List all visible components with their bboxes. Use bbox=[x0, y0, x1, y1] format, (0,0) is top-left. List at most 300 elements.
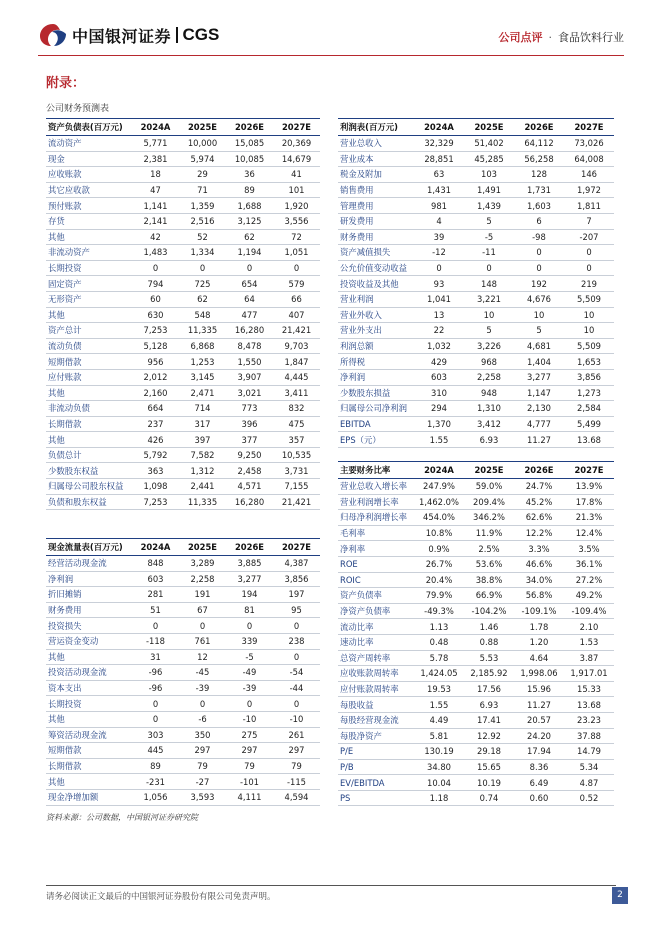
value-cell: 396 bbox=[226, 416, 273, 432]
value-cell: -109.1% bbox=[514, 603, 564, 619]
value-cell: 0 bbox=[179, 260, 226, 276]
value-cell: 62 bbox=[226, 229, 273, 245]
value-cell: 4 bbox=[414, 213, 464, 229]
table-row bbox=[338, 354, 614, 370]
table-row bbox=[338, 541, 614, 557]
value-cell: 93 bbox=[414, 276, 464, 292]
value-cell: 79 bbox=[273, 758, 320, 774]
table-row bbox=[338, 681, 614, 697]
table-row bbox=[338, 151, 614, 167]
table-row bbox=[46, 416, 320, 432]
value-cell: 14,679 bbox=[273, 151, 320, 167]
value-cell: -10 bbox=[226, 711, 273, 727]
table-row bbox=[46, 229, 320, 245]
table-row bbox=[338, 136, 614, 152]
value-cell: 357 bbox=[273, 432, 320, 448]
value-cell: 1,273 bbox=[564, 385, 614, 401]
table-row bbox=[46, 680, 320, 696]
value-cell: 350 bbox=[179, 727, 226, 743]
source-note: 资料来源：公司数据，中国银河证券研究院 bbox=[46, 813, 198, 822]
value-cell: 3,289 bbox=[179, 556, 226, 572]
value-cell: 81 bbox=[226, 602, 273, 618]
table-row bbox=[46, 291, 320, 307]
value-cell: 310 bbox=[414, 385, 464, 401]
value-cell: 56.8% bbox=[514, 588, 564, 604]
value-cell: 1,653 bbox=[564, 354, 614, 370]
row-label-cell: 净利润 bbox=[338, 369, 414, 385]
value-cell: 148 bbox=[464, 276, 514, 292]
value-cell: 0 bbox=[273, 618, 320, 634]
value-cell: 64,008 bbox=[564, 151, 614, 167]
value-cell: 103 bbox=[464, 167, 514, 183]
year-header-cell: 2025E bbox=[179, 119, 226, 136]
row-label-cell: 净利润 bbox=[46, 571, 132, 587]
row-label-cell: 长期投资 bbox=[46, 696, 132, 712]
value-cell: -10 bbox=[273, 711, 320, 727]
value-cell: 1,847 bbox=[273, 354, 320, 370]
value-cell: 1,041 bbox=[414, 291, 464, 307]
brand-separator bbox=[176, 27, 178, 43]
value-cell: 34.80 bbox=[414, 759, 464, 775]
row-label-cell: 短期借款 bbox=[46, 743, 132, 759]
value-cell: 4,777 bbox=[514, 416, 564, 432]
value-cell: 3,021 bbox=[226, 385, 273, 401]
value-cell: 10.04 bbox=[414, 775, 464, 791]
value-cell: 4,111 bbox=[226, 789, 273, 805]
year-header-cell: 2024A bbox=[132, 119, 179, 136]
value-cell: 36 bbox=[226, 167, 273, 183]
row-label-cell: EBITDA bbox=[338, 416, 414, 432]
value-cell: 17.8% bbox=[564, 494, 614, 510]
value-cell: 303 bbox=[132, 727, 179, 743]
row-label-cell: 营业外收入 bbox=[338, 307, 414, 323]
value-cell: 11,335 bbox=[179, 494, 226, 510]
value-cell: 832 bbox=[273, 401, 320, 417]
value-cell: 10 bbox=[564, 307, 614, 323]
value-cell: 56,258 bbox=[514, 151, 564, 167]
value-cell: 4,571 bbox=[226, 479, 273, 495]
year-header-cell: 2025E bbox=[179, 539, 226, 556]
row-label-cell: 总资产周转率 bbox=[338, 650, 414, 666]
value-cell: 948 bbox=[464, 385, 514, 401]
table-row bbox=[338, 556, 614, 572]
table-row bbox=[338, 198, 614, 214]
year-header-cell: 2024A bbox=[414, 119, 464, 136]
value-cell: 66.9% bbox=[464, 588, 514, 604]
value-cell: 1,404 bbox=[514, 354, 564, 370]
table-header-row bbox=[46, 119, 320, 136]
row-label-cell: 归母净利润增长率 bbox=[338, 510, 414, 526]
value-cell: 24.20 bbox=[514, 728, 564, 744]
value-cell: 5,128 bbox=[132, 338, 179, 354]
table-row bbox=[46, 665, 320, 681]
row-label-cell: 应收账款周转率 bbox=[338, 666, 414, 682]
value-cell: 294 bbox=[414, 401, 464, 417]
value-cell: 603 bbox=[414, 369, 464, 385]
row-label-cell: 少数股东权益 bbox=[46, 463, 132, 479]
table-row bbox=[338, 603, 614, 619]
value-cell: 2,258 bbox=[179, 571, 226, 587]
value-cell: 194 bbox=[226, 587, 273, 603]
value-cell: 64 bbox=[226, 291, 273, 307]
value-cell: 10.8% bbox=[414, 525, 464, 541]
row-label-cell: 归属母公司股东权益 bbox=[46, 479, 132, 495]
table-row bbox=[338, 572, 614, 588]
table-row bbox=[46, 369, 320, 385]
row-label-cell: 存货 bbox=[46, 213, 132, 229]
value-cell: 4,681 bbox=[514, 338, 564, 354]
row-label-cell: 短期借款 bbox=[46, 354, 132, 370]
value-cell: 1,811 bbox=[564, 198, 614, 214]
value-cell: 20,369 bbox=[273, 136, 320, 152]
value-cell: 654 bbox=[226, 276, 273, 292]
cgs-logo bbox=[38, 22, 219, 48]
table-row bbox=[46, 198, 320, 214]
value-cell: 197 bbox=[273, 587, 320, 603]
appendix-title: 附录： bbox=[46, 76, 86, 91]
row-label-cell: EPS（元） bbox=[338, 432, 414, 448]
row-label-cell: 长期投资 bbox=[46, 260, 132, 276]
value-cell: 5,499 bbox=[564, 416, 614, 432]
value-cell: 3.5% bbox=[564, 541, 614, 557]
value-cell: 1,972 bbox=[564, 182, 614, 198]
industry-label: 食品饮料行业 bbox=[558, 31, 624, 44]
table-row bbox=[46, 587, 320, 603]
value-cell: 60 bbox=[132, 291, 179, 307]
value-cell: 1,141 bbox=[132, 198, 179, 214]
row-label-cell: P/E bbox=[338, 744, 414, 760]
value-cell: 12.2% bbox=[514, 525, 564, 541]
table-row bbox=[46, 307, 320, 323]
table-row bbox=[46, 354, 320, 370]
row-label-cell: 应付账款 bbox=[46, 369, 132, 385]
value-cell: 0 bbox=[564, 245, 614, 261]
table-row bbox=[46, 401, 320, 417]
value-cell: -101 bbox=[226, 774, 273, 790]
row-label-cell: 流动负债 bbox=[46, 338, 132, 354]
table-row bbox=[338, 525, 614, 541]
value-cell: 17.41 bbox=[464, 712, 514, 728]
table-row bbox=[338, 323, 614, 339]
row-label-cell: 筹资活动现金流 bbox=[46, 727, 132, 743]
value-cell: 1,550 bbox=[226, 354, 273, 370]
value-cell: 16,280 bbox=[226, 494, 273, 510]
year-header-cell: 2026E bbox=[226, 119, 273, 136]
value-cell: 79 bbox=[226, 758, 273, 774]
value-cell: 37.88 bbox=[564, 728, 614, 744]
value-cell: 1,051 bbox=[273, 245, 320, 261]
value-cell: 5,509 bbox=[564, 291, 614, 307]
table-row bbox=[46, 696, 320, 712]
value-cell: 0 bbox=[273, 260, 320, 276]
value-cell: 13.9% bbox=[564, 479, 614, 495]
value-cell: 968 bbox=[464, 354, 514, 370]
row-label-cell: 现金 bbox=[46, 151, 132, 167]
row-label-cell: 净资产负债率 bbox=[338, 603, 414, 619]
table-row bbox=[338, 744, 614, 760]
table-row bbox=[46, 758, 320, 774]
row-label-cell: 资产总计 bbox=[46, 323, 132, 339]
value-cell: 5.81 bbox=[414, 728, 464, 744]
table-row bbox=[338, 432, 614, 448]
value-cell: 15.65 bbox=[464, 759, 514, 775]
value-cell: 5,509 bbox=[564, 338, 614, 354]
value-cell: 13.68 bbox=[564, 697, 614, 713]
value-cell: 429 bbox=[414, 354, 464, 370]
row-label-cell: 其他 bbox=[46, 229, 132, 245]
value-cell: 794 bbox=[132, 276, 179, 292]
value-cell: 1,424.05 bbox=[414, 666, 464, 682]
table-row bbox=[338, 634, 614, 650]
value-cell: 1,098 bbox=[132, 479, 179, 495]
value-cell: 3,145 bbox=[179, 369, 226, 385]
value-cell: 2,012 bbox=[132, 369, 179, 385]
value-cell: 1,603 bbox=[514, 198, 564, 214]
value-cell: 3,593 bbox=[179, 789, 226, 805]
table-title-cell: 资产负债表(百万元) bbox=[46, 119, 132, 136]
value-cell: 0 bbox=[514, 260, 564, 276]
value-cell: 1,056 bbox=[132, 789, 179, 805]
row-label-cell: 销售费用 bbox=[338, 182, 414, 198]
value-cell: 3.3% bbox=[514, 541, 564, 557]
balance-sheet-table bbox=[46, 118, 320, 510]
value-cell: 2.10 bbox=[564, 619, 614, 635]
value-cell: -12 bbox=[414, 245, 464, 261]
value-cell: 11.27 bbox=[514, 432, 564, 448]
value-cell: 4,445 bbox=[273, 369, 320, 385]
table-row bbox=[46, 167, 320, 183]
value-cell: 42 bbox=[132, 229, 179, 245]
value-cell: -11 bbox=[464, 245, 514, 261]
row-label-cell: 其他 bbox=[46, 774, 132, 790]
value-cell: -39 bbox=[179, 680, 226, 696]
row-label-cell: 应付账款周转率 bbox=[338, 681, 414, 697]
row-label-cell: 利润总额 bbox=[338, 338, 414, 354]
value-cell: 297 bbox=[226, 743, 273, 759]
row-label-cell: 流动资产 bbox=[46, 136, 132, 152]
row-label-cell: 预付账款 bbox=[46, 198, 132, 214]
value-cell: 7,155 bbox=[273, 479, 320, 495]
row-label-cell: 营业外支出 bbox=[338, 323, 414, 339]
value-cell: 101 bbox=[273, 182, 320, 198]
year-header-cell: 2027E bbox=[564, 462, 614, 479]
table-row bbox=[338, 588, 614, 604]
value-cell: 209.4% bbox=[464, 494, 514, 510]
table-header-row bbox=[46, 539, 320, 556]
value-cell: -27 bbox=[179, 774, 226, 790]
year-header-cell: 2024A bbox=[132, 539, 179, 556]
table-header-row bbox=[338, 462, 614, 479]
table-row bbox=[338, 385, 614, 401]
row-label-cell: 净利率 bbox=[338, 541, 414, 557]
value-cell: 2,584 bbox=[564, 401, 614, 417]
row-label-cell: 固定资产 bbox=[46, 276, 132, 292]
table-row bbox=[46, 182, 320, 198]
value-cell: 29.18 bbox=[464, 744, 514, 760]
value-cell: 377 bbox=[226, 432, 273, 448]
table-row bbox=[338, 790, 614, 806]
value-cell: 31 bbox=[132, 649, 179, 665]
row-label-cell: 税金及附加 bbox=[338, 167, 414, 183]
value-cell: 7,253 bbox=[132, 323, 179, 339]
row-label-cell: 投资损失 bbox=[46, 618, 132, 634]
value-cell: 2,441 bbox=[179, 479, 226, 495]
value-cell: -96 bbox=[132, 665, 179, 681]
value-cell: 73,026 bbox=[564, 136, 614, 152]
table-row bbox=[338, 416, 614, 432]
value-cell: 89 bbox=[132, 758, 179, 774]
value-cell: 317 bbox=[179, 416, 226, 432]
value-cell: 0 bbox=[226, 696, 273, 712]
value-cell: 0 bbox=[226, 618, 273, 634]
row-label-cell: 折旧摊销 bbox=[46, 587, 132, 603]
value-cell: 0 bbox=[273, 649, 320, 665]
value-cell: 45.2% bbox=[514, 494, 564, 510]
row-label-cell: 少数股东损益 bbox=[338, 385, 414, 401]
value-cell: -45 bbox=[179, 665, 226, 681]
value-cell: 21,421 bbox=[273, 494, 320, 510]
value-cell: 3,277 bbox=[226, 571, 273, 587]
value-cell: 339 bbox=[226, 633, 273, 649]
value-cell: 26.7% bbox=[414, 556, 464, 572]
value-cell: 95 bbox=[273, 602, 320, 618]
table-row bbox=[46, 789, 320, 805]
table-row bbox=[338, 245, 614, 261]
row-label-cell: 财务费用 bbox=[338, 229, 414, 245]
value-cell: 2,130 bbox=[514, 401, 564, 417]
value-cell: 261 bbox=[273, 727, 320, 743]
value-cell: 281 bbox=[132, 587, 179, 603]
row-label-cell: 其他 bbox=[46, 385, 132, 401]
value-cell: 6.49 bbox=[514, 775, 564, 791]
value-cell: 1,917.01 bbox=[564, 666, 614, 682]
value-cell: -98 bbox=[514, 229, 564, 245]
value-cell: 5 bbox=[464, 323, 514, 339]
value-cell: 18 bbox=[132, 167, 179, 183]
row-label-cell: 现金净增加额 bbox=[46, 789, 132, 805]
value-cell: 47 bbox=[132, 182, 179, 198]
value-cell: 9,703 bbox=[273, 338, 320, 354]
row-label-cell: EV/EBITDA bbox=[338, 775, 414, 791]
value-cell: 0.52 bbox=[564, 790, 614, 806]
value-cell: 0 bbox=[132, 260, 179, 276]
value-cell: 72 bbox=[273, 229, 320, 245]
row-label-cell: 其它应收款 bbox=[46, 182, 132, 198]
value-cell: 45,285 bbox=[464, 151, 514, 167]
row-label-cell: 所得税 bbox=[338, 354, 414, 370]
row-label-cell: P/B bbox=[338, 759, 414, 775]
value-cell: 0 bbox=[179, 696, 226, 712]
table-header-row bbox=[338, 119, 614, 136]
value-cell: 7 bbox=[564, 213, 614, 229]
value-cell: 62 bbox=[179, 291, 226, 307]
value-cell: 454.0% bbox=[414, 510, 464, 526]
table-row bbox=[338, 650, 614, 666]
row-label-cell: 营业总收入 bbox=[338, 136, 414, 152]
value-cell: 51,402 bbox=[464, 136, 514, 152]
value-cell: 3,411 bbox=[273, 385, 320, 401]
value-cell: 9,250 bbox=[226, 447, 273, 463]
row-label-cell: 其他 bbox=[46, 307, 132, 323]
value-cell: 247.9% bbox=[414, 479, 464, 495]
cgs-logo-icon bbox=[38, 22, 68, 48]
value-cell: 10,000 bbox=[179, 136, 226, 152]
value-cell: 0 bbox=[132, 618, 179, 634]
value-cell: 63 bbox=[414, 167, 464, 183]
table-row bbox=[46, 743, 320, 759]
value-cell: 2.5% bbox=[464, 541, 514, 557]
table-row bbox=[46, 727, 320, 743]
value-cell: 2,471 bbox=[179, 385, 226, 401]
value-cell: 17.56 bbox=[464, 681, 514, 697]
row-label-cell: 每股经营现金流 bbox=[338, 712, 414, 728]
table-row bbox=[46, 245, 320, 261]
table-row bbox=[46, 633, 320, 649]
value-cell: 10.19 bbox=[464, 775, 514, 791]
cash-flow-table bbox=[46, 538, 320, 806]
value-cell: 12.4% bbox=[564, 525, 614, 541]
value-cell: 2,516 bbox=[179, 213, 226, 229]
row-label-cell: 非流动资产 bbox=[46, 245, 132, 261]
table-row bbox=[46, 276, 320, 292]
table-row bbox=[338, 619, 614, 635]
value-cell: 1,253 bbox=[179, 354, 226, 370]
year-header-cell: 2026E bbox=[514, 119, 564, 136]
value-cell: 4.49 bbox=[414, 712, 464, 728]
value-cell: 128 bbox=[514, 167, 564, 183]
value-cell: 16,280 bbox=[226, 323, 273, 339]
row-label-cell: 营业利润 bbox=[338, 291, 414, 307]
value-cell: 4,594 bbox=[273, 789, 320, 805]
value-cell: 12.92 bbox=[464, 728, 514, 744]
value-cell: 10,535 bbox=[273, 447, 320, 463]
value-cell: 297 bbox=[179, 743, 226, 759]
value-cell: 426 bbox=[132, 432, 179, 448]
value-cell: 3.87 bbox=[564, 650, 614, 666]
value-cell: 445 bbox=[132, 743, 179, 759]
value-cell: 53.6% bbox=[464, 556, 514, 572]
table-row bbox=[46, 463, 320, 479]
value-cell: -231 bbox=[132, 774, 179, 790]
value-cell: 3,856 bbox=[273, 571, 320, 587]
row-label-cell: 长期借款 bbox=[46, 416, 132, 432]
row-label-cell: 每股净资产 bbox=[338, 728, 414, 744]
value-cell: 981 bbox=[414, 198, 464, 214]
table-row bbox=[46, 432, 320, 448]
table-row bbox=[338, 728, 614, 744]
table-row bbox=[338, 276, 614, 292]
value-cell: -44 bbox=[273, 680, 320, 696]
value-cell: 773 bbox=[226, 401, 273, 417]
value-cell: 20.4% bbox=[414, 572, 464, 588]
value-cell: 0 bbox=[132, 696, 179, 712]
value-cell: 0 bbox=[273, 696, 320, 712]
report-category bbox=[499, 29, 625, 45]
value-cell: 956 bbox=[132, 354, 179, 370]
value-cell: 13 bbox=[414, 307, 464, 323]
value-cell: 6.93 bbox=[464, 432, 514, 448]
value-cell: 192 bbox=[514, 276, 564, 292]
value-cell: 8,478 bbox=[226, 338, 273, 354]
value-cell: 46.6% bbox=[514, 556, 564, 572]
value-cell: 397 bbox=[179, 432, 226, 448]
value-cell: 1,312 bbox=[179, 463, 226, 479]
value-cell: 1,688 bbox=[226, 198, 273, 214]
value-cell: 5,771 bbox=[132, 136, 179, 152]
value-cell: 59.0% bbox=[464, 479, 514, 495]
value-cell: 8.36 bbox=[514, 759, 564, 775]
value-cell: 5.53 bbox=[464, 650, 514, 666]
